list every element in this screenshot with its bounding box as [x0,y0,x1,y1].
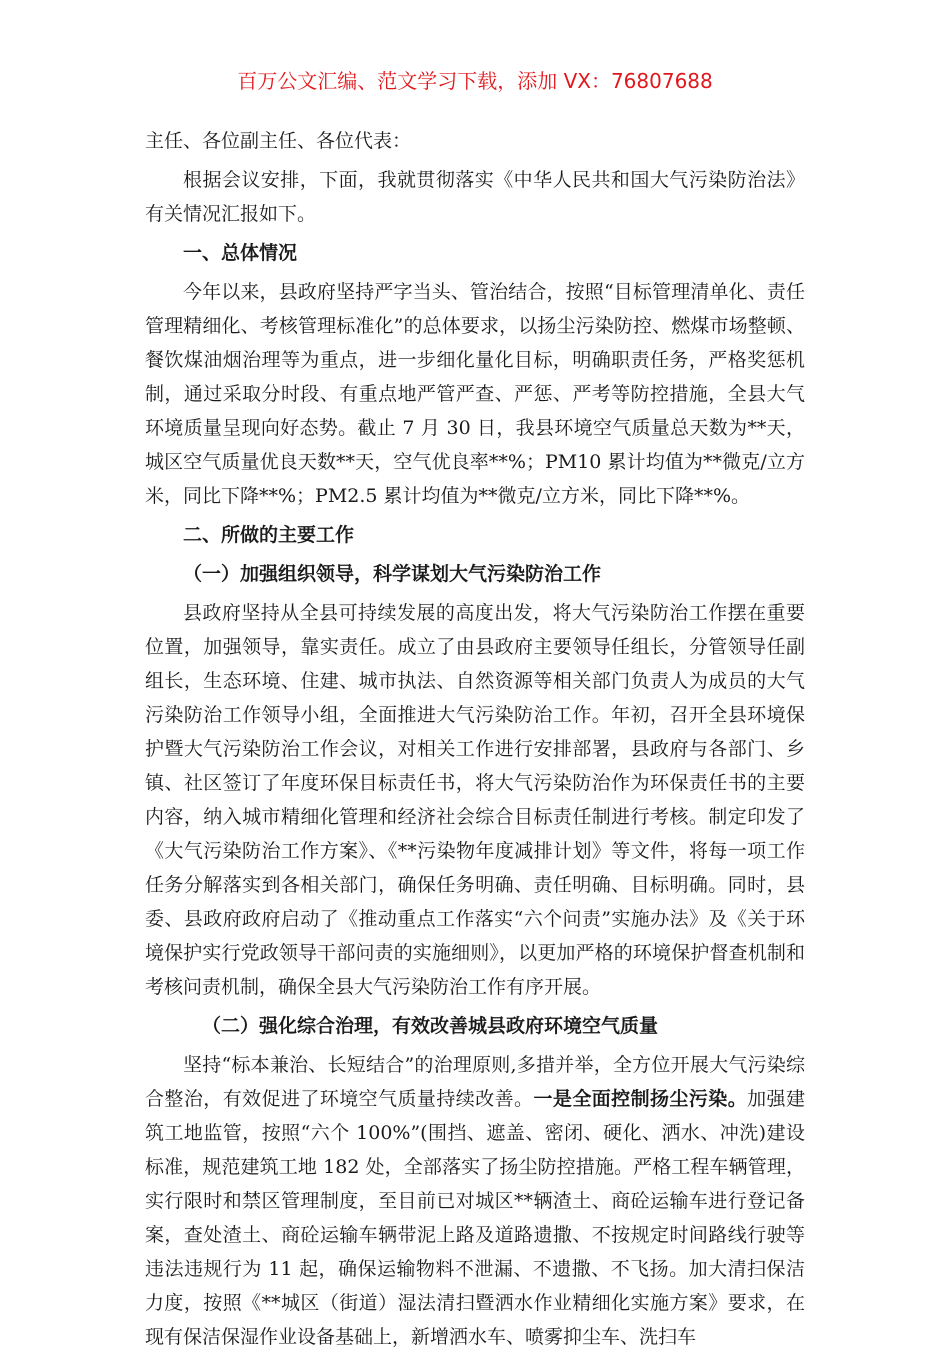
section-heading-2: 二、所做的主要工作 [183,524,355,546]
subsection-1-paragraph: 县政府坚持从全县可持续发展的高度出发，将大气污染防治工作摆在重要位置，加强领导，靠实责任。成立了由县政府主要领导任组长，分管领导任副组长，生态环境、住建、城市执法、自然资源等相关部门负责人为成员的大气污染防治工作领导小组，全面推进大气污染防治工作。年初，召开全县环境保护暨大气污染防治工作会议，对相关工作进行安排部署，县政府与各部门、乡镇、社区签订了年度环保目标责任书，将大气污染防治作为环保责任书的主要内容，纳入城市精细化管理和经济社会综合目标责任制进行考核。制定印发了《大气污染防治工作方案》、《**污染物年度减排计划》等文件，将每一项工作任务分解落实到各相关部门，确保任务明确、责任明确、目标明确。同时，县委、县政府政府启动了《推动重点工作落实“六个问责”实施办法》及《关于环境保护实行党政领导干部问责的实施细则》，以更加严格的环境保护督查机制和考核问责机制，确保全县大气污染防治工作有序开展。 [145,602,805,998]
subsection-heading-2: （二）强化综合治理，有效改善城县政府环境空气质量 [202,1015,659,1037]
intro-paragraph: 根据会议安排，下面，我就贯彻落实《中华人民共和国大气污染防治法》有关情况汇报如下。 [145,169,805,225]
subsection-2-bold-lead: 一是全面控制扬尘污染。 [533,1088,748,1110]
subsection-2-paragraph [145,1048,805,1354]
section-heading-1: 一、总体情况 [183,242,298,264]
subsection-2-text-b: 加强建筑工地监管，按照“六个 100%”(围挡、遮盖、密闭、硬化、洒水、冲洗)建设标准，规范建筑工地 182 处，全部落实了扬尘防控措施。严格工程车辆管理，实行限时和禁区管理制度，至目前已对城区**辆渣土、商砼运输车进行登记备案，查处渣土、商砼运输车辆带泥上路及道路遗撒、不按规定时间路线行驶等违法违规行为 11 起，确保运输物料不泄漏、不遗撒、不飞扬。加大清扫保洁力度，按照《**城区（街道）湿法清扫暨洒水作业精细化实施方案》要求，在现有保洁保湿作业设备基础上，新增洒水车、喷雾抑尘车、洗扫车 [145,1088,805,1348]
subsection-2-text-a: 坚持“标本兼治、长短结合”的治理原则,多措并举，全方位开展大气污染综合整治，有效促进了环境空气质量持续改善。 [145,1054,805,1110]
section-1-paragraph: 今年以来，县政府坚持严字当头、管治结合，按照“目标管理清单化、责任管理精细化、考核管理标准化”的总体要求，以扬尘污染防控、燃煤市场整顿、餐饮煤油烟治理等为重点，进一步细化量化目标，明确职责任务，严格奖惩机制，通过采取分时段、有重点地严管严查、严惩、严考等防控措施，全县大气环境质量呈现向好态势。截止 7 月 30 日，我县环境空气质量总天数为**天，城区空气质量优良天数**天，空气优良率**%；PM10 累计均值为**微克/立方米，同比下降**%；PM2.5 累计均值为**微克/立方米，同比下降**%。 [145,281,805,507]
watermark-banner: 百万公文汇编、范文学习下载，添加 VX：76807688 [237,69,713,93]
subsection-heading-1: （一）加强组织领导，科学谋划大气污染防治工作 [183,563,602,585]
salutation: 主任、各位副主任、各位代表： [145,130,412,152]
document-body [145,124,805,1354]
